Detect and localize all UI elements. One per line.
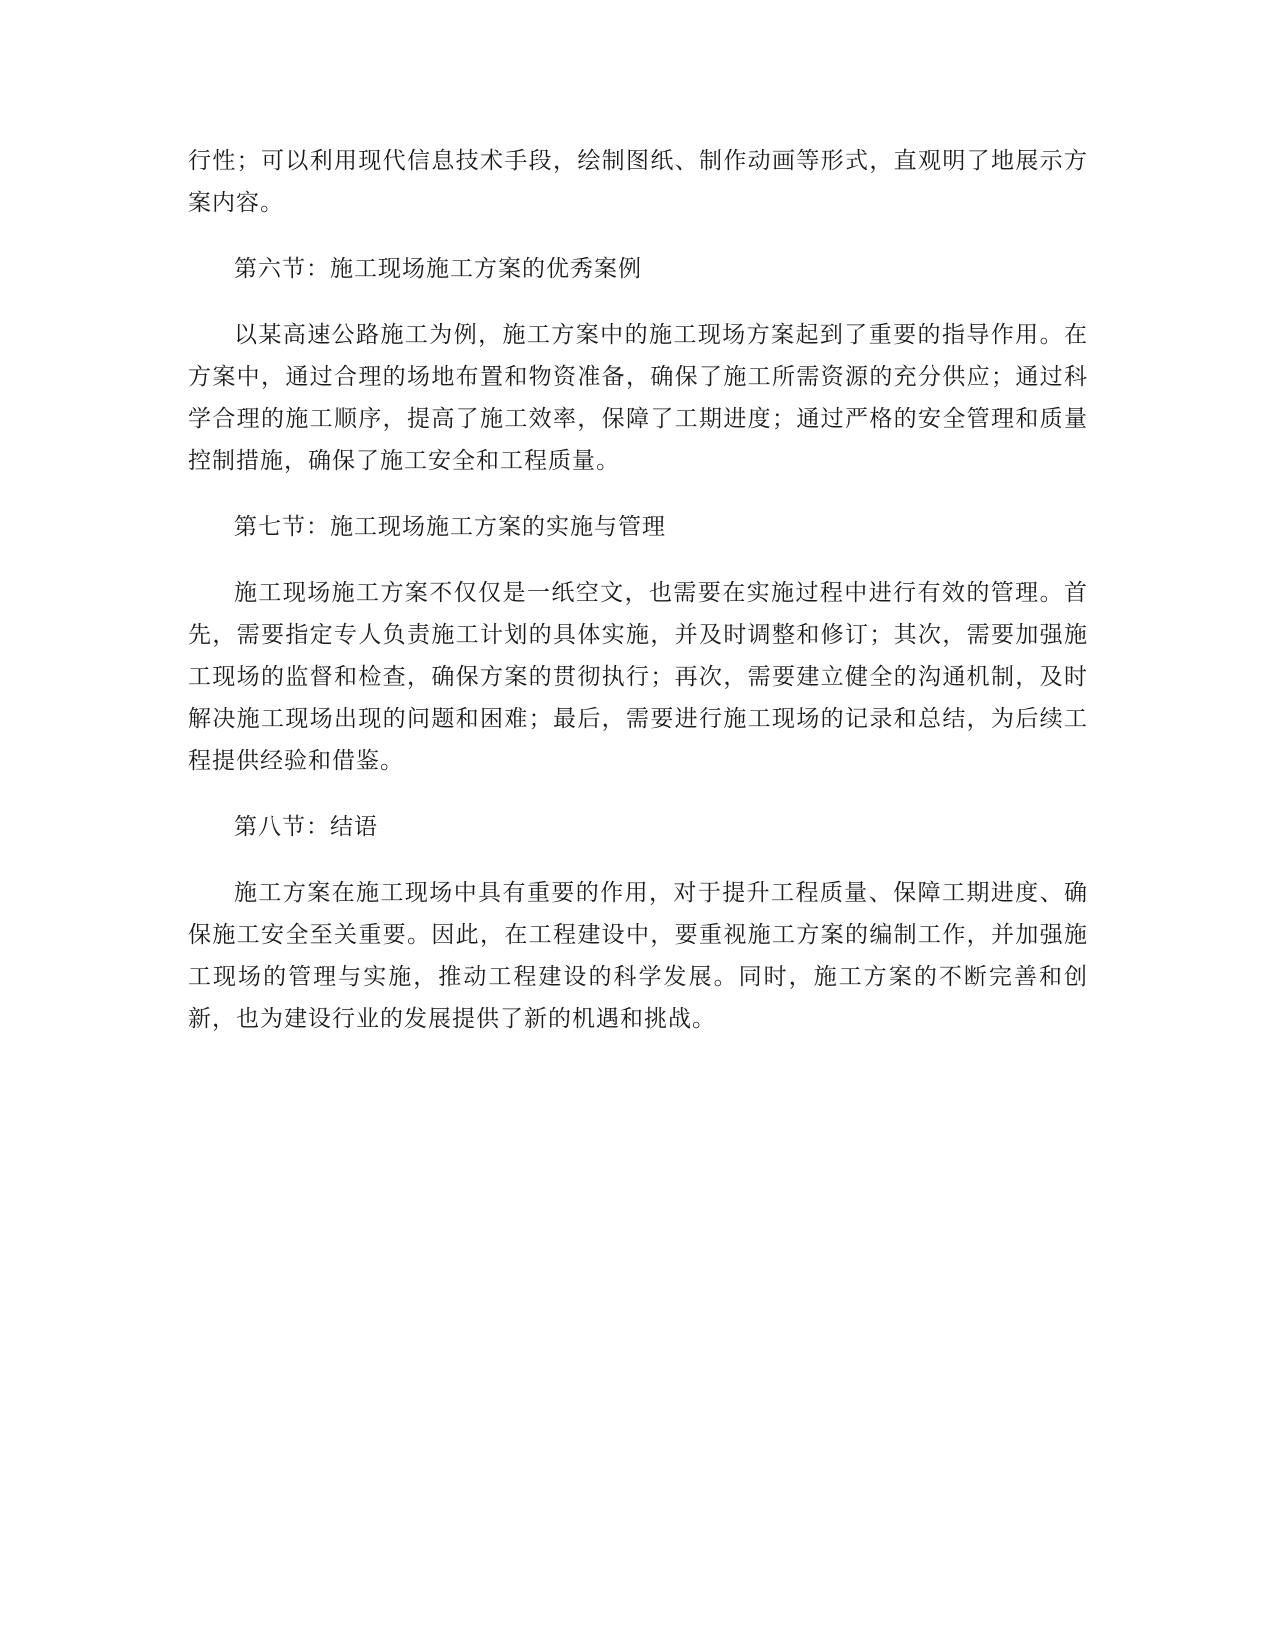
section-6-paragraph: 以某高速公路施工为例，施工方案中的施工现场方案起到了重要的指导作用。在方案中，通过合理的场地布置和物资准备，确保了施工所需资源的充分供应；通过科学合理的施工顺序，提高了施工效率，保障了工期进度；通过严格的安全管理和质量控制措施，确保了施工安全和工程质量。: [188, 322, 1088, 474]
document-body: [188, 140, 1088, 1064]
continued-paragraph: 行性；可以利用现代信息技术手段，绘制图纸、制作动画等形式，直观明了地展示方案内容。: [188, 148, 1088, 216]
section-8-paragraph: 施工方案在施工现场中具有重要的作用，对于提升工程质量、保障工期进度、确保施工安全至关重要。因此，在工程建设中，要重视施工方案的编制工作，并加强施工现场的管理与实施，推动工程建设的科学发展。同时，施工方案的不断完善和创新，也为建设行业的发展提供了新的机遇和挑战。: [188, 880, 1088, 1032]
section-heading-6: 第六节：施工现场施工方案的优秀案例: [234, 256, 642, 282]
section-7-paragraph: 施工现场施工方案不仅仅是一纸空文，也需要在实施过程中进行有效的管理。首先，需要指定专人负责施工计划的具体实施，并及时调整和修订；其次，需要加强施工现场的监督和检查，确保方案的贯彻执行；再次，需要建立健全的沟通机制，及时解决施工现场出现的问题和困难；最后，需要进行施工现场的记录和总结，为后续工程提供经验和借鉴。: [188, 580, 1088, 774]
section-heading-8: 第八节：结语: [234, 814, 378, 840]
section-heading-7: 第七节：施工现场施工方案的实施与管理: [234, 514, 666, 540]
